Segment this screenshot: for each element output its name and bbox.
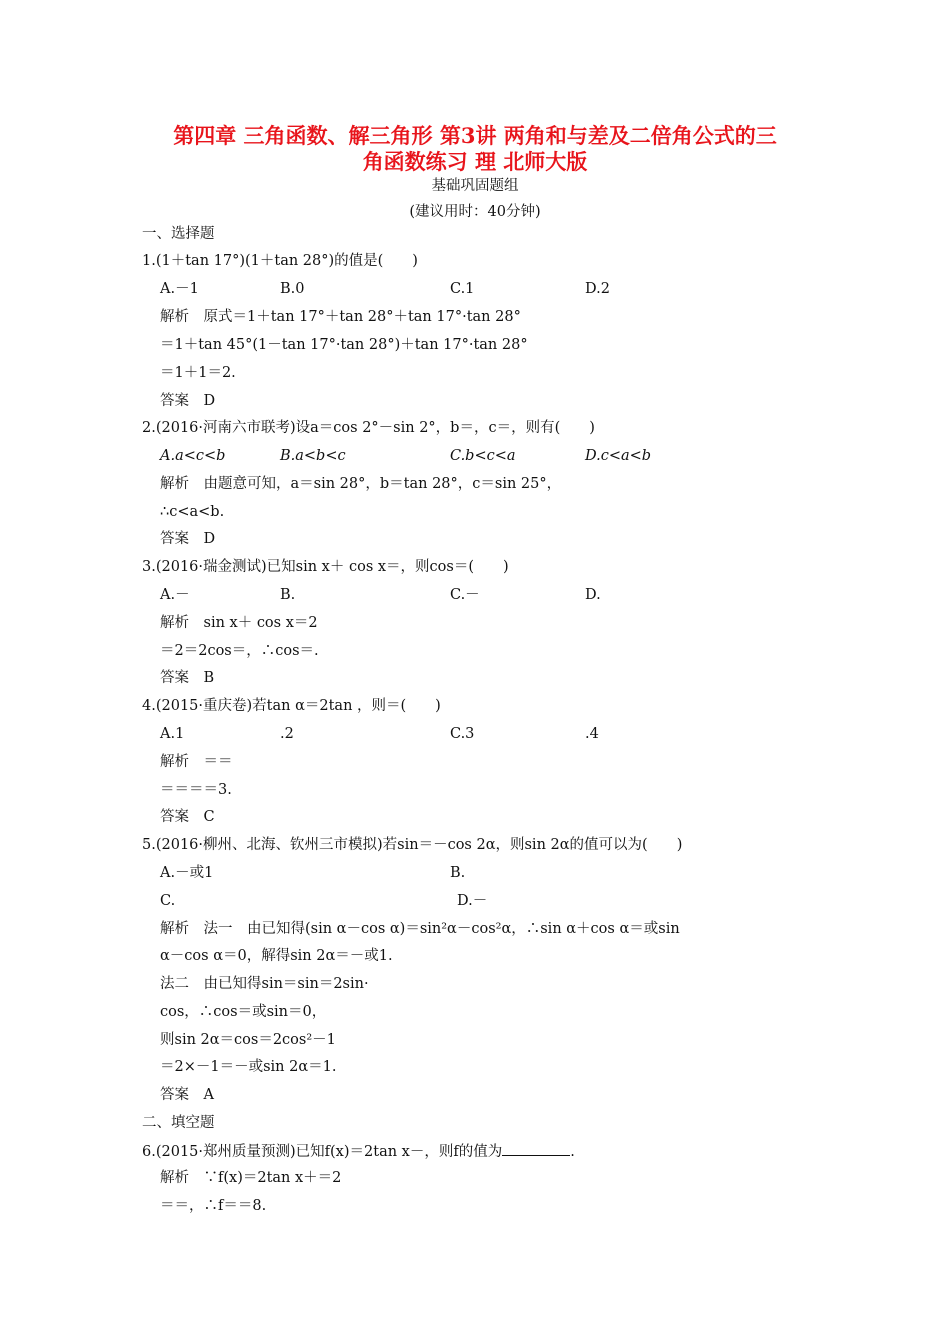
q4-option-c: C.3 (450, 726, 475, 742)
q6-answer-blank (502, 1141, 570, 1156)
q5-option-d: D.－ (457, 893, 488, 909)
q3-solution-2: ＝2＝2cos＝，∴cos＝. (160, 643, 319, 659)
q4-stem: 4.(2015·重庆卷)若tan α＝2tan ，则＝( ) (142, 698, 441, 714)
q3-option-b: B. (280, 587, 296, 603)
q3-option-c: C.－ (450, 587, 480, 603)
doc-title-line1: 第四章 三角函数、解三角形 第3讲 两角和与差及二倍角公式的三 (173, 123, 777, 148)
q4-solution-2: ＝＝＝＝3. (160, 782, 232, 798)
q6-solution-1: 解析 ∵f(x)＝2tan x＋＝2 (160, 1170, 342, 1186)
q1-stem: 1.(1＋tan 17°)(1＋tan 28°)的值是( ) (142, 253, 418, 269)
q1-answer: 答案 D (160, 393, 216, 409)
doc-title-line2: 角函数练习 理 北师大版 (362, 149, 588, 174)
q5-solution-4: cos，∴cos＝或sin＝0， (160, 1004, 327, 1020)
q1-option-b: B.0 (280, 281, 305, 297)
q4-solution-1: 解析 ＝＝ (160, 754, 233, 770)
q5-solution-2: α－cos α＝0，解得sin 2α＝－或1. (160, 948, 393, 964)
q3-stem: 3.(2016·瑞金测试)已知sin x＋ cos x＝，则cos＝( ) (142, 559, 509, 575)
q2-answer: 答案 D (160, 531, 216, 547)
q6-stem-text: 6.(2015·郑州质量预测)已知f(x)＝2tan x－，则f的值为 (142, 1144, 503, 1160)
q5-solution-5: 则sin 2α＝cos＝2cos²－1 (160, 1032, 336, 1048)
q2-option-c: C.b<c<a (450, 448, 516, 464)
q1-option-a: A.－1 (160, 281, 199, 297)
q6-stem-end: . (570, 1144, 575, 1160)
q4-answer: 答案 C (160, 809, 215, 825)
q4-option-d: .4 (585, 726, 599, 742)
q5-answer: 答案 A (160, 1087, 214, 1103)
q4-option-b: .2 (280, 726, 294, 742)
q2-option-d: D.c<a<b (585, 448, 652, 464)
q3-answer: 答案 B (160, 670, 215, 686)
q5-solution-1: 解析 法一 由已知得(sin α－cos α)＝sin²α－cos²α，∴sin α＋cos α＝或sin (160, 921, 680, 937)
section-heading-choice: 一、选择题 (142, 226, 215, 242)
q1-option-c: C.1 (450, 281, 475, 297)
q3-solution-1: 解析 sin x＋ cos x＝2 (160, 615, 318, 631)
q5-solution-6: ＝2×－1＝－或sin 2α＝1. (160, 1059, 337, 1075)
q2-solution-2: ∴c<a<b. (160, 504, 225, 520)
q6-solution-2: ＝＝，∴f＝＝8. (160, 1198, 267, 1214)
q5-solution-3: 法二 由已知得sin＝sin＝2sin· (160, 976, 369, 992)
q3-option-a: A.－ (160, 587, 190, 603)
q5-option-a: A.－或1 (160, 865, 214, 881)
q5-stem: 5.(2016·柳州、北海、钦州三市模拟)若sin＝－cos 2α，则sin 2α的值可以为( ) (142, 837, 683, 853)
q1-option-d: D.2 (585, 281, 610, 297)
q5-option-b: B. (450, 865, 466, 881)
q2-solution-1: 解析 由题意可知，a＝sin 28°，b＝tan 28°，c＝sin 25°， (160, 476, 562, 492)
q2-stem: 2.(2016·河南六市联考)设a＝cos 2°－sin 2°，b＝，c＝，则有( ) (142, 420, 595, 436)
q4-option-a: A.1 (160, 726, 185, 742)
q1-solution-1: 解析 原式＝1＋tan 17°＋tan 28°＋tan 17°·tan 28° (160, 309, 521, 325)
q2-option-b: B.a<b<c (280, 448, 346, 464)
time-hint: (建议用时：40分钟) (409, 204, 541, 220)
doc-subtitle: 基础巩固题组 (431, 178, 519, 194)
q3-option-d: D. (585, 587, 601, 603)
section-heading-fill: 二、填空题 (142, 1115, 215, 1131)
q1-solution-3: ＝1＋1＝2. (160, 365, 236, 381)
q5-option-c: C. (160, 893, 176, 909)
q1-solution-2: ＝1＋tan 45°(1－tan 17°·tan 28°)＋tan 17°·tan 28° (160, 337, 528, 353)
q2-option-a: A.a<c<b (160, 448, 226, 464)
q6-stem (142, 1141, 575, 1162)
